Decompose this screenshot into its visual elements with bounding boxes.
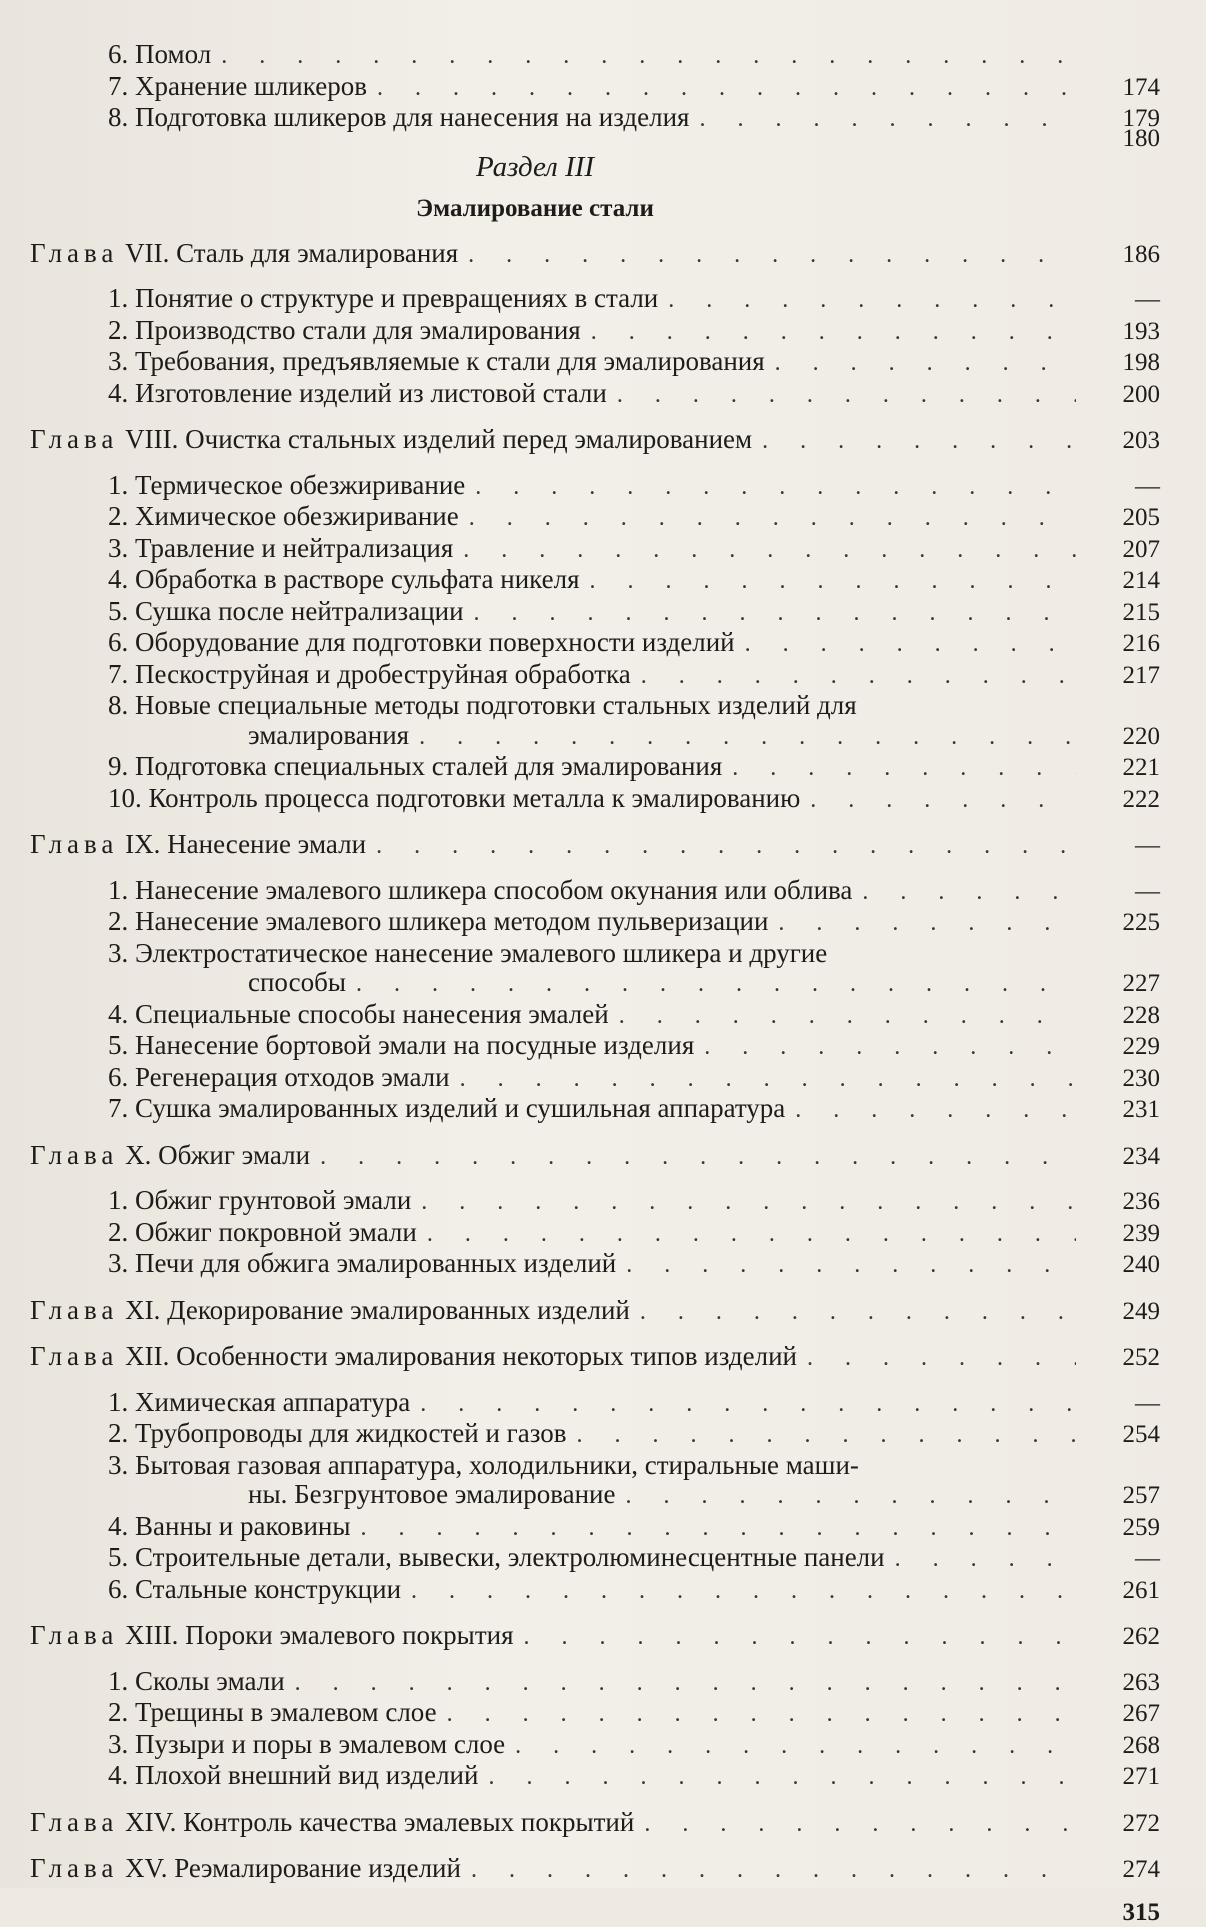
toc-item bbox=[30, 597, 1160, 629]
toc-item-title: 4. Ванны и раковины bbox=[108, 1512, 351, 1542]
chapter-heading bbox=[30, 1296, 1160, 1328]
toc-item-title: 4. Плохой внешний вид изделий bbox=[108, 1761, 478, 1791]
chapter-label: Глава bbox=[30, 1620, 118, 1650]
chapter-heading bbox=[30, 830, 1160, 862]
toc-item-title: 5. Строительные детали, вывески, электролюминесцентные панели bbox=[108, 1543, 885, 1573]
toc-item-page: 229 bbox=[1090, 1032, 1160, 1062]
chapter-page: 262 bbox=[1090, 1622, 1160, 1652]
chapter-title: X. Обжиг эмали bbox=[125, 1140, 310, 1170]
toc-item-title: 1. Термическое обезжиривание bbox=[108, 471, 465, 501]
toc-item: 6. Помол . . . bbox=[30, 40, 1160, 72]
toc-item-title: 2. Обжиг покровной эмали bbox=[108, 1218, 417, 1248]
chapter-page: 186 bbox=[1090, 240, 1160, 270]
chapter-heading bbox=[30, 1808, 1160, 1840]
chapter-list bbox=[30, 239, 1160, 1886]
toc-item-title: 1. Химическая аппаратура bbox=[108, 1388, 410, 1418]
part-title: Эмалирование стали bbox=[30, 194, 1040, 224]
toc-item-title: 5. Нанесение бортовой эмали на посудные изделия bbox=[108, 1031, 694, 1061]
toc-item bbox=[30, 1761, 1160, 1793]
toc-item-page: 193 bbox=[1090, 317, 1160, 347]
toc-item-title: 7. Сушка эмалированных изделий и сушильная аппаратура bbox=[108, 1094, 785, 1124]
toc-item bbox=[30, 1667, 1160, 1699]
chapter-page: 252 bbox=[1090, 1343, 1160, 1373]
toc-item bbox=[30, 691, 1160, 721]
toc-item-page: — bbox=[1090, 285, 1160, 315]
toc-item-page: 259 bbox=[1090, 1513, 1160, 1543]
toc-item-title: 6. Оборудование для подготовки поверхности изделий bbox=[108, 628, 735, 658]
chapter-page: 203 bbox=[1090, 426, 1160, 456]
chapter-page: — bbox=[1090, 831, 1160, 861]
toc-item bbox=[30, 1543, 1160, 1575]
toc-page-number bbox=[30, 1898, 1160, 1927]
toc-item-page: 261 bbox=[1090, 1576, 1160, 1606]
toc-item bbox=[30, 1388, 1160, 1420]
toc-item-page: 217 bbox=[1090, 661, 1160, 691]
toc-item-title: 2. Производство стали для эмалирования bbox=[108, 316, 581, 346]
toc-item-page: 236 bbox=[1090, 1187, 1160, 1217]
toc-item-page: — bbox=[1090, 472, 1160, 502]
toc-item-page: 200 bbox=[1090, 380, 1160, 410]
toc-item-page: 205 bbox=[1090, 503, 1160, 533]
chapter-title: XIII. Пороки эмалевого покрытия bbox=[125, 1620, 513, 1650]
toc-item bbox=[30, 907, 1160, 939]
toc-item bbox=[30, 1698, 1160, 1730]
chapter-heading bbox=[30, 1854, 1160, 1886]
chapter-label: Глава bbox=[30, 424, 118, 454]
toc-item-page: 231 bbox=[1090, 1095, 1160, 1125]
toc-item-page: 207 bbox=[1090, 535, 1160, 565]
toc-item-page: 257 bbox=[1090, 1481, 1160, 1511]
toc-item bbox=[30, 628, 1160, 660]
part-label: Раздел III bbox=[30, 150, 1040, 184]
chapter-page: 249 bbox=[1090, 1297, 1160, 1327]
chapter-label: Глава bbox=[30, 1341, 118, 1371]
toc-item-page: 254 bbox=[1090, 1420, 1160, 1450]
toc-item-page: 227 bbox=[1090, 969, 1160, 999]
chapter-title: VII. Сталь для эмалирования bbox=[125, 238, 458, 268]
toc-item-title: 4. Специальные способы нанесения эмалей bbox=[108, 1000, 609, 1030]
chapter-heading bbox=[30, 1141, 1160, 1173]
toc-item-title: 7. Пескоструйная и дробеструйная обработка bbox=[108, 660, 631, 690]
toc-item-title: 4. Обработка в растворе сульфата никеля bbox=[108, 565, 580, 595]
toc-item-title: 2. Трещины в эмалевом слое bbox=[108, 1698, 437, 1728]
toc-item-title: 6. Стальные конструкции bbox=[108, 1575, 401, 1605]
toc-item-title: 2. Трубопроводы для жидкостей и газов bbox=[108, 1419, 566, 1449]
toc-item-title: 2. Химическое обезжиривание bbox=[108, 502, 459, 532]
toc-item-title: 3. Электростатическое нанесение эмалевого шликера и другие bbox=[108, 939, 827, 969]
toc-item bbox=[30, 1451, 1160, 1481]
toc-item-page: 267 bbox=[1090, 1699, 1160, 1729]
toc-item-page: 222 bbox=[1090, 785, 1160, 815]
chapter-heading bbox=[30, 239, 1160, 271]
toc-item-title: 3. Травление и нейтрализация bbox=[108, 534, 453, 564]
toc-item-title: 6. Регенерация отходов эмали bbox=[108, 1063, 450, 1093]
toc-item bbox=[30, 1575, 1160, 1607]
toc-item-page: 221 bbox=[1090, 753, 1160, 783]
chapter-label: Глава bbox=[30, 1295, 118, 1325]
toc-item bbox=[30, 1419, 1160, 1451]
toc-item bbox=[30, 1063, 1160, 1095]
toc-item-title: 1. Понятие о структуре и превращениях в стали bbox=[108, 284, 658, 314]
chapter-heading bbox=[30, 1342, 1160, 1374]
chapter-title: IX. Нанесение эмали bbox=[125, 829, 366, 859]
toc-item bbox=[30, 1249, 1160, 1281]
part-heading bbox=[30, 150, 1160, 224]
toc-item-page: 239 bbox=[1090, 1219, 1160, 1249]
toc-item-page: 214 bbox=[1090, 566, 1160, 596]
chapter-title: XII. Особенности эмалирования некоторых типов изделий bbox=[125, 1341, 797, 1371]
chapter-page: 274 bbox=[1090, 1855, 1160, 1885]
toc-item-page: 230 bbox=[1090, 1064, 1160, 1094]
toc-item-title: 3. Требования, предъявляемые к стали для эмалирования bbox=[108, 347, 765, 377]
chapter-heading bbox=[30, 1621, 1160, 1653]
toc-item-title: 3. Пузыри и поры в эмалевом слое bbox=[108, 1730, 505, 1760]
chapter-label: Глава bbox=[30, 1807, 118, 1837]
toc-item-title: 8. Новые специальные методы подготовки стальных изделий для bbox=[108, 691, 857, 721]
chapter-heading bbox=[30, 425, 1160, 457]
chapter-label: Глава bbox=[30, 1140, 118, 1170]
toc-item-continuation: способы . . . 227 bbox=[30, 968, 1160, 1000]
toc-item-title: 3. Печи для обжига эмалированных изделий bbox=[108, 1249, 616, 1279]
toc-item bbox=[30, 471, 1160, 503]
toc-item-page: — bbox=[1090, 1389, 1160, 1419]
toc-item bbox=[30, 316, 1160, 348]
toc-item-page: 228 bbox=[1090, 1001, 1160, 1031]
toc-item: 8. Подготовка шликеров для нанесения на изделия . . . 179 bbox=[30, 103, 1160, 135]
toc-item-continuation: ны. Безгрунтовое эмалирование . . . 257 bbox=[30, 1480, 1160, 1512]
toc-item-title: 1. Сколы эмали bbox=[108, 1667, 285, 1697]
toc-item-page: 225 bbox=[1090, 908, 1160, 938]
toc-item-title: 10. Контроль процесса подготовки металла к эмалированию bbox=[108, 784, 800, 814]
toc-item-page: 240 bbox=[1090, 1250, 1160, 1280]
toc-item bbox=[30, 876, 1160, 908]
chapter-label: Глава bbox=[30, 829, 118, 859]
final-page-number: 315 bbox=[1090, 1898, 1160, 1927]
toc-item bbox=[30, 1512, 1160, 1544]
toc-item bbox=[30, 939, 1160, 969]
toc-item bbox=[30, 565, 1160, 597]
toc-item-page: 268 bbox=[1090, 1731, 1160, 1761]
toc-page-number: 180 bbox=[30, 135, 1160, 146]
toc-item-page: — bbox=[1090, 877, 1160, 907]
toc-item-title: 5. Сушка после нейтрализации bbox=[108, 597, 464, 627]
toc-item-page: 271 bbox=[1090, 1762, 1160, 1792]
toc-item bbox=[30, 534, 1160, 566]
toc-item bbox=[30, 660, 1160, 692]
toc-item-page: 263 bbox=[1090, 1668, 1160, 1698]
toc-item bbox=[30, 1031, 1160, 1063]
toc-item bbox=[30, 502, 1160, 534]
toc-item-page: 220 bbox=[1090, 722, 1160, 752]
chapter-label: Глава bbox=[30, 1853, 118, 1883]
toc-item-title: 2. Нанесение эмалевого шликера методом пульверизации bbox=[108, 907, 768, 937]
chapter-title: XV. Реэмалирование изделий bbox=[125, 1853, 461, 1883]
toc-item-page: 198 bbox=[1090, 348, 1160, 378]
toc-item-title: 3. Бытовая газовая аппаратура, холодильники, стиральные маши- bbox=[108, 1451, 859, 1481]
toc-item bbox=[30, 1730, 1160, 1762]
chapter-title: XIV. Контроль качества эмалевых покрытий bbox=[125, 1807, 634, 1837]
chapter-page: 234 bbox=[1090, 1142, 1160, 1172]
table-of-contents bbox=[30, 40, 1160, 1927]
toc-item bbox=[30, 379, 1160, 411]
toc-item-title: 1. Обжиг грунтовой эмали bbox=[108, 1186, 411, 1216]
toc-item-title: 9. Подготовка специальных сталей для эмалирования bbox=[108, 752, 722, 782]
toc-item bbox=[30, 784, 1160, 816]
toc-item bbox=[30, 1186, 1160, 1218]
chapter-page: 272 bbox=[1090, 1809, 1160, 1839]
toc-item bbox=[30, 347, 1160, 379]
toc-item: 7. Хранение шликеров . . . 174 bbox=[30, 72, 1160, 104]
toc-item-title: 4. Изготовление изделий из листовой стали bbox=[108, 379, 607, 409]
toc-item-page: — bbox=[1090, 1544, 1160, 1574]
toc-item-title: 1. Нанесение эмалевого шликера способом окунания или облива bbox=[108, 876, 852, 906]
chapter-label: Глава bbox=[30, 238, 118, 268]
toc-item bbox=[30, 1218, 1160, 1250]
toc-item-continuation: эмалирования . . . 220 bbox=[30, 721, 1160, 753]
chapter-title: XI. Декорирование эмалированных изделий bbox=[125, 1295, 630, 1325]
toc-item bbox=[30, 752, 1160, 784]
toc-item-page: 215 bbox=[1090, 598, 1160, 628]
toc-item-page: 216 bbox=[1090, 629, 1160, 659]
toc-item bbox=[30, 1094, 1160, 1126]
toc-item bbox=[30, 1000, 1160, 1032]
toc-item bbox=[30, 284, 1160, 316]
chapter-title: VIII. Очистка стальных изделий перед эмалированием bbox=[125, 424, 752, 454]
